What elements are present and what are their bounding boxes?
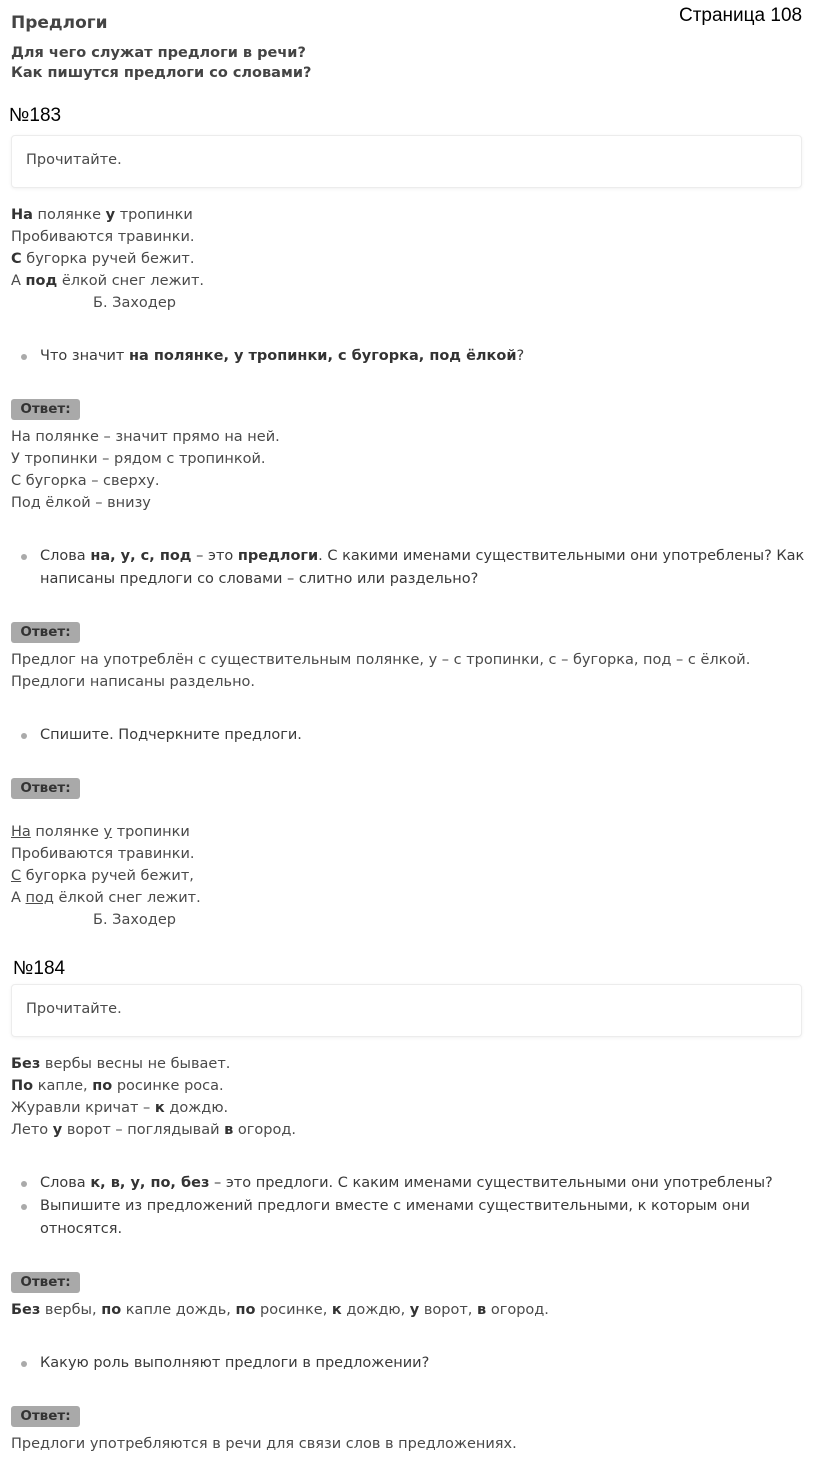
- list-item: Слова на, у, с, под – это предлоги. С какими именами существительными они употреблены? Как написаны предлоги со словами – слитно или раздельно?: [20, 545, 804, 591]
- answer-line: Предлоги употребляются в речи для связи слов в предложениях.: [11, 1436, 517, 1452]
- poem-author: Б. Заходер: [93, 295, 176, 311]
- text-line: Без вербы весны не бывает.: [11, 1056, 231, 1072]
- answer-line: А под ёлкой снег лежит.: [11, 890, 201, 906]
- instruction-text: Прочитайте.: [26, 152, 122, 168]
- text-line: По капле, по росинке роса.: [11, 1078, 224, 1094]
- question-183-3: [20, 724, 302, 747]
- page-number: Страница 108: [679, 5, 803, 26]
- list-item: Какую роль выполняют предлоги в предложении?: [20, 1352, 429, 1375]
- poem-line: Пробиваются травинки.: [11, 229, 195, 245]
- text-184: [11, 1053, 296, 1141]
- subtitle-line: Как пишутся предлоги со словами?: [11, 65, 312, 81]
- text-line: Журавли кричат – к дождю.: [11, 1100, 229, 1116]
- list-item: Спишите. Подчеркните предлоги.: [20, 724, 302, 747]
- question-184-3: [20, 1352, 429, 1375]
- answer-badge: Ответ:: [11, 778, 80, 799]
- answer-line: Без вербы, по капле дождь, по росинке, к дождю, у ворот, в огород.: [11, 1302, 549, 1318]
- poem-line: А под ёлкой снег лежит.: [11, 273, 205, 289]
- list-item: Выпишите из предложений предлоги вместе с именами существительными, к которым они относятся.: [20, 1195, 773, 1241]
- answer-184-2: [11, 1433, 517, 1455]
- answer-badge: Ответ:: [11, 1406, 80, 1427]
- poem-line: С бугорка ручей бежит.: [11, 251, 195, 267]
- answer-badge: Ответ:: [11, 622, 80, 643]
- poem-line: На полянке у тропинки: [11, 207, 193, 223]
- page-subtitle: [11, 43, 311, 83]
- poem-183: [11, 204, 204, 314]
- instruction-text: Прочитайте.: [26, 1001, 122, 1017]
- answer-184-1: [11, 1299, 549, 1321]
- questions-184: [20, 1172, 773, 1241]
- answer-line: Предлоги написаны раздельно.: [11, 674, 256, 690]
- question-183-1: [20, 345, 524, 368]
- answer-line: У тропинки – рядом с тропинкой.: [11, 451, 266, 467]
- answer-line: На полянке – значит прямо на ней.: [11, 429, 280, 445]
- page-title: Предлоги: [11, 13, 108, 33]
- answer-183-2: [11, 649, 750, 693]
- answer-badge: Ответ:: [11, 399, 80, 420]
- answer-183-3: [11, 821, 201, 931]
- answer-line: Под ёлкой – внизу: [11, 495, 151, 511]
- list-item: Слова к, в, у, по, без – это предлоги. С каким именами существительными они употреблены?: [20, 1172, 773, 1195]
- answer-line: С бугорка ручей бежит,: [11, 868, 194, 884]
- list-item: Что значит на полянке, у тропинки, с бугорка, под ёлкой?: [20, 345, 524, 368]
- answer-line: Пробиваются травинки.: [11, 846, 195, 862]
- exercise-number-184: №184: [13, 958, 66, 979]
- answer-badge: Ответ:: [11, 1272, 80, 1293]
- instruction-card-184: [11, 984, 802, 1037]
- answer-line: Предлог на употреблён с существительным полянке, у – с тропинки, с – бугорка, под – с ёлкой.: [11, 652, 751, 668]
- text-line: Лето у ворот – поглядывай в огород.: [11, 1122, 297, 1138]
- poem-author: Б. Заходер: [93, 912, 176, 928]
- instruction-card-183: [11, 135, 802, 188]
- subtitle-line: Для чего служат предлоги в речи?: [11, 45, 306, 61]
- answer-183-1: [11, 426, 280, 514]
- answer-line: На полянке у тропинки: [11, 824, 190, 840]
- question-183-2: [20, 545, 804, 591]
- exercise-number-183: №183: [9, 105, 62, 126]
- answer-line: С бугорка – сверху.: [11, 473, 160, 489]
